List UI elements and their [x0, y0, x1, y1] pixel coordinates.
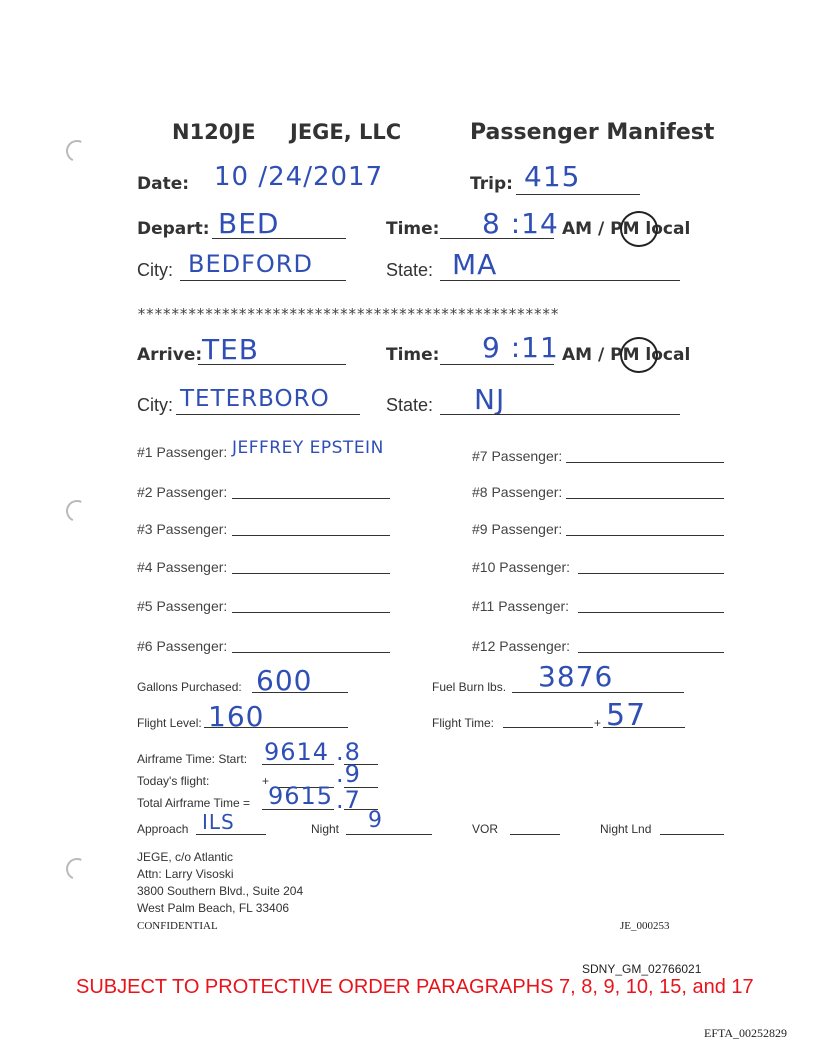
arrive-city-value: TETERBORO	[180, 386, 330, 412]
form-title: Passenger Manifest	[470, 120, 715, 145]
passenger-12-line	[578, 652, 724, 653]
fuel-burn-underline	[512, 692, 684, 693]
depart-time-underline	[440, 238, 554, 239]
total-airframe-label: Total Airframe Time =	[137, 796, 251, 810]
passenger-10-label: #10 Passenger:	[472, 559, 571, 575]
arrive-value: TEB	[202, 333, 260, 366]
depart-city-underline	[180, 280, 346, 281]
passenger-3-line	[232, 535, 390, 536]
arrive-state-underline	[440, 414, 680, 415]
arrive-underline	[198, 364, 346, 365]
gallons-underline	[252, 692, 348, 693]
approach-value: ILS	[202, 810, 235, 834]
trip-value: 415	[524, 160, 581, 193]
passenger-11-label: #11 Passenger:	[472, 598, 570, 614]
passenger-8-label: #8 Passenger:	[472, 484, 563, 500]
arrive-time-underline	[440, 364, 554, 365]
arrive-time-label: Time:	[386, 345, 440, 365]
night-landing-label: Night Lnd	[600, 822, 652, 836]
trip-underline	[516, 194, 640, 195]
passenger-6-line	[232, 652, 390, 653]
fuel-burn-label: Fuel Burn lbs.	[432, 680, 507, 694]
night-label: Night	[311, 822, 340, 836]
passenger-2-label: #2 Passenger:	[137, 484, 228, 500]
passenger-9-line	[566, 535, 724, 536]
pm-circle-mark	[620, 337, 658, 373]
depart-underline	[212, 238, 346, 239]
depart-state-underline	[440, 280, 680, 281]
total-airframe-underline	[262, 809, 334, 810]
airframe-start-value: 9614	[264, 738, 330, 766]
depart-ampm: AM / PM local	[562, 219, 691, 239]
depart-time-value: 8 :14	[482, 207, 559, 240]
vor-label: VOR	[472, 822, 499, 836]
passenger-8-line	[566, 498, 724, 499]
efta-number: EFTA_00252829	[704, 1026, 788, 1040]
passenger-5-label: #5 Passenger:	[137, 598, 228, 614]
arrive-city-underline	[176, 414, 360, 415]
todays-flight-label: Today's flight:	[137, 774, 210, 788]
pm-circle-mark	[620, 211, 658, 247]
depart-city-value: BEDFORD	[188, 250, 313, 278]
approach-underline	[196, 834, 266, 835]
arrive-ampm: AM / PM local	[562, 345, 691, 365]
address-block	[137, 849, 303, 917]
approach-label: Approach	[137, 822, 189, 836]
airframe-start-decimal: .8	[336, 738, 361, 766]
passenger-3-label: #3 Passenger:	[137, 521, 228, 537]
total-airframe-decimal: .7	[336, 786, 361, 814]
passenger-5-line	[232, 612, 390, 613]
depart-city-label: City:	[137, 260, 173, 280]
todays-flight-plus: +	[262, 774, 270, 788]
night-value: 9	[368, 808, 383, 833]
passenger-11-line	[578, 612, 724, 613]
total-airframe-value: 9615	[268, 782, 334, 810]
airframe-start-label: Airframe Time: Start:	[137, 752, 248, 766]
separator-asterisks: **************************************************	[137, 305, 559, 323]
punch-hole-icon	[63, 497, 91, 525]
passenger-1-label: #1 Passenger:	[137, 444, 228, 460]
passenger-1-value: JEFFREY EPSTEIN	[232, 438, 384, 458]
flight-time-value: 57	[606, 698, 647, 733]
vor-underline	[510, 834, 560, 835]
flight-time-plus: +	[594, 716, 602, 730]
gallons-value: 600	[256, 664, 313, 697]
night-landing-underline	[660, 834, 724, 835]
passenger-4-label: #4 Passenger:	[137, 559, 228, 575]
address-line-1: JEGE, c/o Atlantic	[137, 850, 234, 864]
address-line-4: West Palm Beach, FL 33406	[137, 901, 290, 915]
tail-number: N120JE	[172, 120, 256, 144]
todays-flight-decimal: .9	[336, 760, 361, 788]
airframe-start-underline	[262, 764, 334, 765]
trip-label: Trip:	[470, 174, 513, 194]
passenger-7-label: #7 Passenger:	[472, 448, 563, 464]
depart-time-label: Time:	[386, 219, 440, 239]
night-underline	[346, 834, 432, 835]
passenger-2-line	[232, 498, 390, 499]
passenger-10-line	[578, 573, 724, 574]
punch-hole-icon	[63, 137, 91, 165]
address-line-3: 3800 Southern Blvd., Suite 204	[137, 884, 304, 898]
passenger-6-label: #6 Passenger:	[137, 638, 228, 654]
flight-level-value: 160	[208, 700, 265, 733]
passenger-4-line	[232, 573, 390, 574]
passenger-12-label: #12 Passenger:	[472, 638, 571, 654]
depart-state-label: State:	[386, 260, 434, 280]
depart-state-value: MA	[452, 248, 498, 281]
flight-level-label: Flight Level:	[137, 716, 202, 730]
arrive-state-label: State:	[386, 395, 434, 415]
date-value: 10 /24/2017	[214, 162, 384, 192]
protective-order-notice: SUBJECT TO PROTECTIVE ORDER PARAGRAPHS 7, 8, 9, 10, 15, and 17	[76, 976, 754, 998]
company-name: JEGE, LLC	[290, 120, 402, 144]
confidential-stamp: CONFIDENTIAL	[137, 920, 218, 932]
passenger-7-line	[566, 462, 724, 463]
flight-time-label: Flight Time:	[432, 716, 495, 730]
passenger-9-label: #9 Passenger:	[472, 521, 563, 537]
bates-number: JE_000253	[620, 920, 670, 932]
arrive-city-label: City:	[137, 395, 173, 415]
arrive-label: Arrive:	[137, 345, 203, 365]
arrive-state-value: NJ	[474, 383, 506, 416]
depart-label: Depart:	[137, 219, 210, 239]
gallons-label: Gallons Purchased:	[137, 680, 242, 694]
fuel-burn-value: 3876	[538, 660, 614, 693]
depart-value: BED	[218, 207, 280, 240]
flight-time-underline-2	[603, 727, 685, 728]
flight-level-underline	[204, 727, 348, 728]
arrive-time-value: 9 :11	[482, 331, 559, 364]
flight-time-underline-1	[503, 727, 593, 728]
punch-hole-icon	[63, 855, 91, 883]
date-label: Date:	[137, 174, 190, 194]
sdny-number: SDNY_GM_02766021	[582, 962, 702, 976]
address-line-2: Attn: Larry Visoski	[137, 867, 234, 881]
